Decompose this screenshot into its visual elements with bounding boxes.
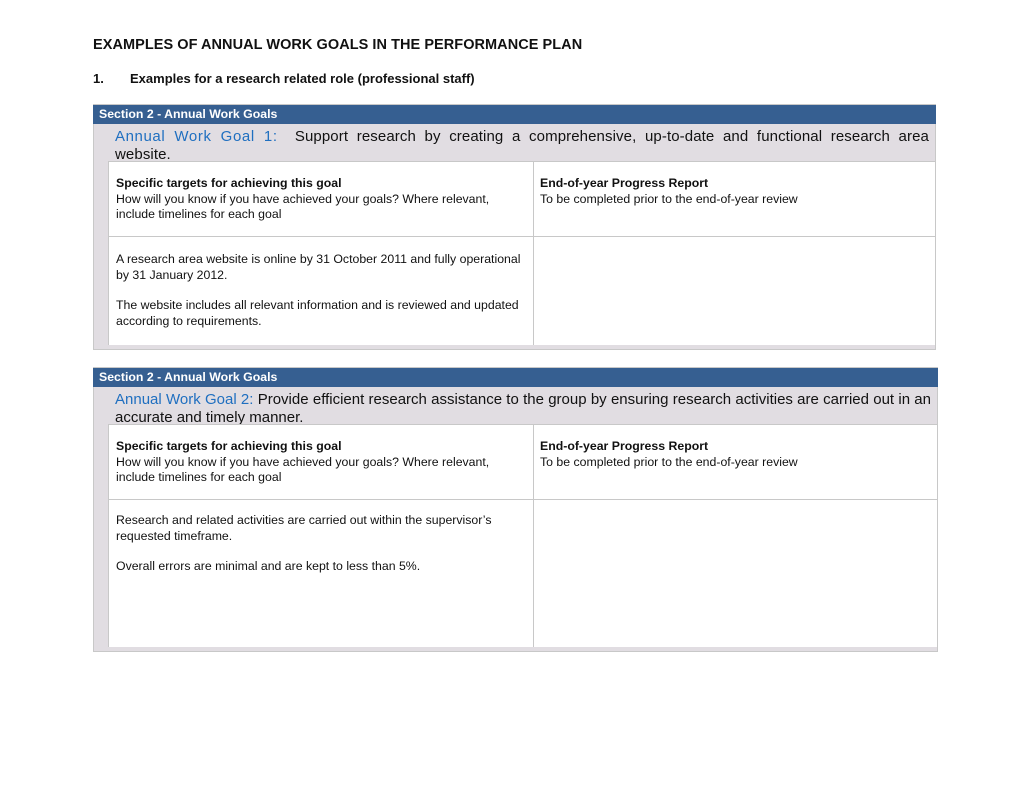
subtitle-number: 1. [93,71,104,86]
targets-cell[interactable] [108,236,533,345]
section-header: Section 2 - Annual Work Goals [93,104,936,124]
targets-header-cell [108,424,533,499]
target-item: The website includes all relevant information and is reviewed and updated according to requirements. [116,298,519,328]
goal-text: Support research by creating a comprehensive, up-to-date and functional research area website. [115,128,929,163]
section-header: Section 2 - Annual Work Goals [93,367,938,387]
progress-report-cell[interactable] [533,236,935,345]
goal-section-2 [93,367,938,652]
targets-hint: How will you know if you have achieved your goals? Where relevant, include timelines for each goal [116,191,490,221]
report-heading: End-of-year Progress Report [540,439,709,453]
goal-label: Annual Work Goal 2: [115,391,254,408]
report-hint: To be completed prior to the end-of-year review [540,191,798,206]
report-header-cell [533,424,937,499]
targets-header-cell [108,161,533,236]
target-item: A research area website is online by 31 October 2011 and fully operational by 31 January 2012. [116,252,521,282]
goal-label: Annual Work Goal 1: [115,128,278,145]
goal-statement [94,387,937,424]
document-subtitle [93,71,475,86]
target-item: Research and related activities are carried out within the supervisor’s requested timeframe. [116,513,492,543]
targets-heading: Specific targets for achieving this goal [116,176,342,190]
targets-heading: Specific targets for achieving this goal [116,439,342,453]
report-header-cell [533,161,935,236]
report-heading: End-of-year Progress Report [540,176,709,190]
targets-hint: How will you know if you have achieved your goals? Where relevant, include timelines for each goal [116,454,490,484]
goal-table [108,424,937,647]
goal-text: Provide efficient research assistance to the group by ensuring research activities are carried out in an accurate and timely manner. [115,391,931,426]
progress-report-cell[interactable] [533,499,937,647]
document-title: EXAMPLES OF ANNUAL WORK GOALS IN THE PERFORMANCE PLAN [93,37,583,53]
goal-section-1 [93,104,936,350]
targets-cell[interactable] [108,499,533,647]
goal-statement [94,124,935,161]
report-hint: To be completed prior to the end-of-year review [540,454,798,469]
subtitle-text: Examples for a research related role (professional staff) [130,71,475,86]
goal-table [108,161,935,345]
target-item: Overall errors are minimal and are kept to less than 5%. [116,559,421,573]
